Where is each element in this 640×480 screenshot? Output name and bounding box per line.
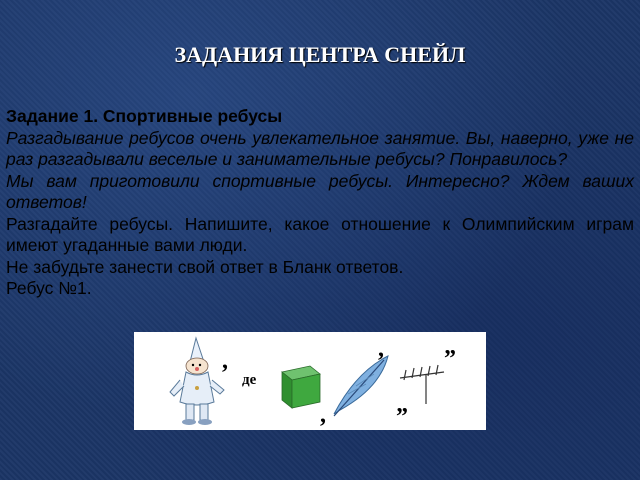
rebus-syllable: де	[242, 372, 257, 388]
comma-after-feather-top: ,	[378, 336, 384, 362]
tv-antenna	[400, 365, 444, 404]
rebus-picture	[134, 332, 486, 430]
task-heading: Задание 1. Спортивные ребусы	[6, 106, 283, 126]
task-text	[6, 106, 634, 300]
wizard-figure	[170, 338, 224, 425]
comma-after-feather-bottom: ,	[320, 402, 326, 428]
quote-after-antenna-top: ”	[444, 346, 456, 372]
green-cube	[282, 366, 320, 408]
task-intro: Разгадывание ребусов очень увлекательное занятие. Вы, наверно, уже не раз разгадывали веселые и занимательные ребусы? Понравилось?	[6, 127, 634, 169]
slide-title: ЗАДАНИЯ ЦЕНТРА СНЕЙЛ	[174, 42, 466, 67]
feather	[334, 356, 388, 416]
comma-after-wizard: ,	[222, 348, 228, 374]
rebus-label: Ребус №1.	[6, 278, 92, 298]
task-prepared: Мы вам приготовили спортивные ребусы. Интересно? Ждем ваших ответов!	[6, 170, 634, 212]
quote-after-antenna-bottom: ”	[396, 404, 408, 430]
task-reminder: Не забудьте занести свой ответ в Бланк ответов.	[6, 256, 404, 277]
task-instruction: Разгадайте ребусы. Напишите, какое отношение к Олимпийским играм имеют угаданные вами люди.	[6, 213, 634, 255]
